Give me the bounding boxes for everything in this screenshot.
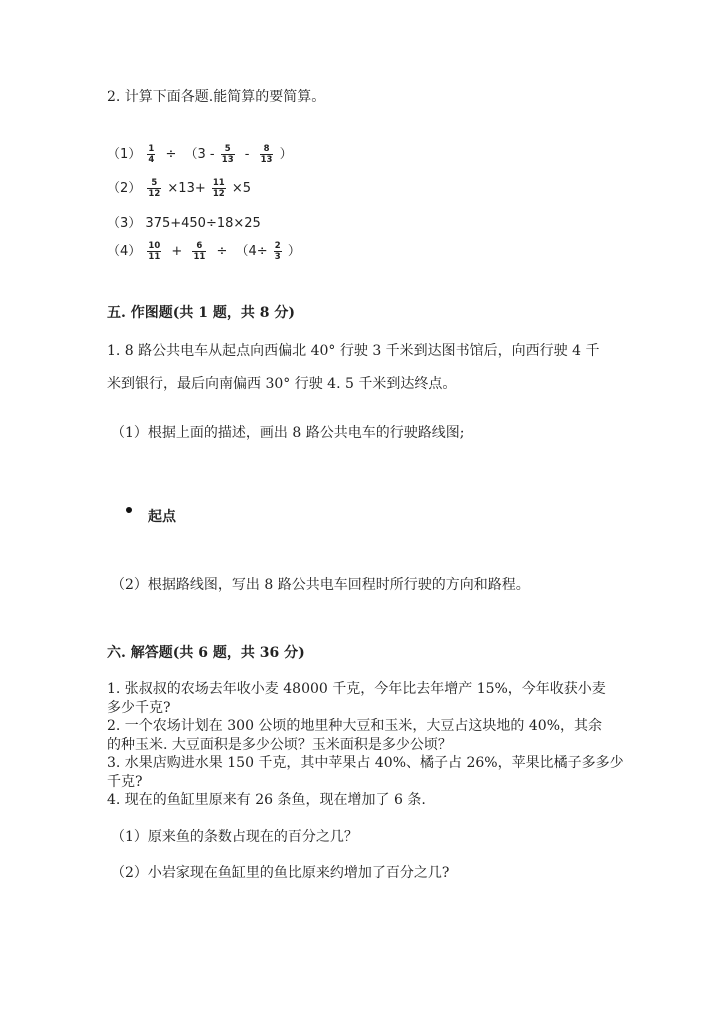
start-point-label: 起点 [148,509,176,525]
section-heading-solve: 六. 解答题(共 6 题，共 36 分) [107,645,305,661]
section-heading-draw: 五. 作图题(共 1 题，共 8 分) [107,305,295,321]
problem-4-number: （4） [107,244,142,259]
draw-question-line-2: 米到银行，最后向南偏西 30° 行驶 4. 5 千米到达终点。 [107,376,457,392]
fraction: $\frac{2}{3}$ [274,241,281,262]
word-problem-line: 的种玉米. 大豆面积是多少公顷？玉米面积是多少公顷？ [107,736,452,753]
problem-1-number: （1） [107,147,142,162]
word-problem-line: 2. 一个农场计划在 300 公顷的地里种大豆和玉米，大豆占这块地的 40%，其余 [107,718,602,734]
draw-subquestion-1: （1）根据上面的描述，画出 8 路公共电车的行驶路线图; [111,425,465,441]
problem-3 [107,212,261,231]
fraction: $\frac{10}{11}$ [148,241,161,262]
calc-title: 2. 计算下面各题.能简算的要简算。 [107,89,326,105]
problem-1: （1） $\frac{1}{4}$ ÷ （3 - $\frac{5}{13}$ - $\frac{8}{13}$ ） [107,144,293,165]
draw-question-line-1: 1. 8 路公共电车从起点向西偏北 40° 行驶 3 千米到达图书馆后，向西行驶 4 千 [107,343,600,359]
word-problem-line: 4. 现在的鱼缸里原来有 26 条鱼，现在增加了 6 条. [107,792,426,808]
fraction: $\frac{11}{12}$ [212,178,225,199]
fraction: $\frac{5}{12}$ [148,178,161,199]
word-problem-line: 3. 水果店购进水果 150 千克，其中苹果占 40%、橘子占 26%，苹果比橘子多多少 [107,755,624,771]
fraction: $\frac{6}{11}$ [193,241,206,262]
solve-subquestion-2: （2）小岩家现在鱼缸里的鱼比原来约增加了百分之几? [111,865,450,881]
draw-subquestion-2: （2）根据路线图，写出 8 路公共电车回程时所行驶的方向和路程。 [111,577,530,593]
problem-4: （4） $\frac{10}{11}$ + $\frac{6}{11}$ ÷ （4÷ $\frac{2}{3}$ ） [107,241,301,262]
problem-2-number: （2） [107,181,142,196]
problem-3-expression: 375+450÷18×25 [145,216,261,231]
fraction: $\frac{8}{13}$ [260,144,273,165]
word-problem-line: 千克? [107,773,143,790]
problem-3-number: （3） [107,216,142,231]
fraction: $\frac{1}{4}$ [148,144,155,165]
problem-2: （2） $\frac{5}{12}$ ×13+ $\frac{11}{12}$ ×5 [107,178,252,199]
word-problem-line: 多少千克? [107,699,171,716]
start-point-marker [126,507,132,513]
word-problems [107,680,624,810]
solve-subquestion-1: （1）原来鱼的条数占现在的百分之几？ [111,829,358,845]
fraction: $\frac{5}{13}$ [221,144,234,165]
word-problem-line: 1. 张叔叔的农场去年收小麦 48000 千克，今年比去年增产 15%，今年收获小麦 [107,681,606,697]
